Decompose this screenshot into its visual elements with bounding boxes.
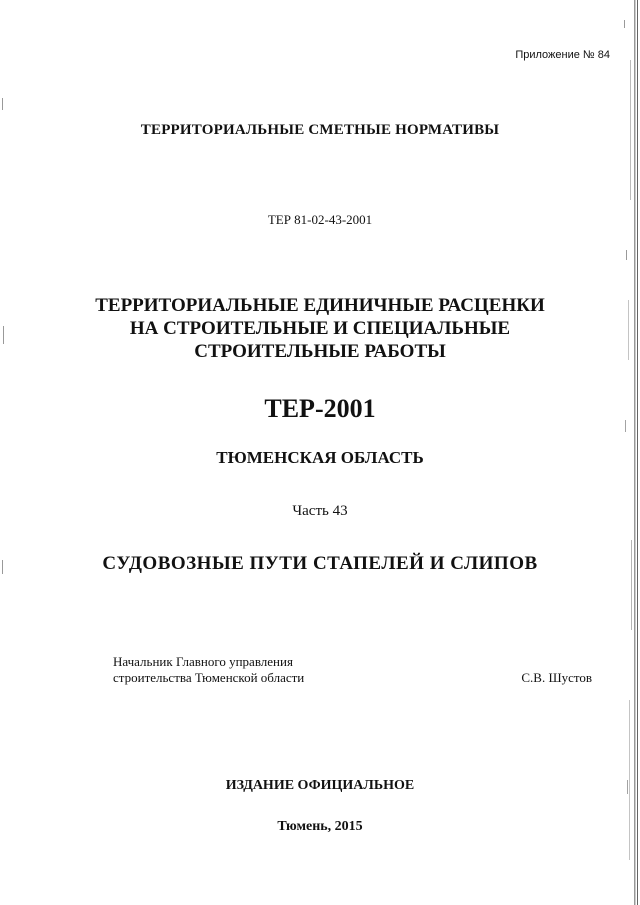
appendix-label: Приложение № 84 (515, 49, 610, 61)
ter-label: ТЕР-2001 (264, 394, 376, 423)
signer-name: С.В. Шустов (521, 670, 592, 685)
document-code: ТЕР 81-02-43-2001 (267, 212, 373, 227)
official-position (113, 654, 304, 686)
region-title: ТЮМЕНСКАЯ ОБЛАСТЬ (216, 448, 424, 467)
edition-label: ИЗДАНИЕ ОФИЦИАЛЬНОЕ (225, 778, 415, 793)
main-title-line: НА СТРОИТЕЛЬНЫЕ И СПЕЦИАЛЬНЫЕ (129, 318, 511, 339)
scan-noise-left (0, 0, 8, 905)
main-title-line: СТРОИТЕЛЬНЫЕ РАБОТЫ (194, 341, 446, 362)
official-position-line: Начальник Главного управления (113, 654, 293, 669)
subject-title: СУДОВОЗНЫЕ ПУТИ СТАПЕЛЕЙ И СЛИПОВ (102, 553, 538, 574)
part-number: Часть 43 (292, 503, 348, 519)
main-title-line: ТЕРРИТОРИАЛЬНЫЕ ЕДИНИЧНЫЕ РАСЦЕНКИ (95, 295, 545, 316)
top-title: ТЕРРИТОРИАЛЬНЫЕ СМЕТНЫЕ НОРМАТИВЫ (140, 122, 500, 138)
main-title (0, 294, 640, 363)
scan-noise-edge (604, 0, 640, 905)
city-year: Тюмень, 2015 (277, 819, 363, 834)
official-position-line: строительства Тюменской области (113, 670, 305, 685)
